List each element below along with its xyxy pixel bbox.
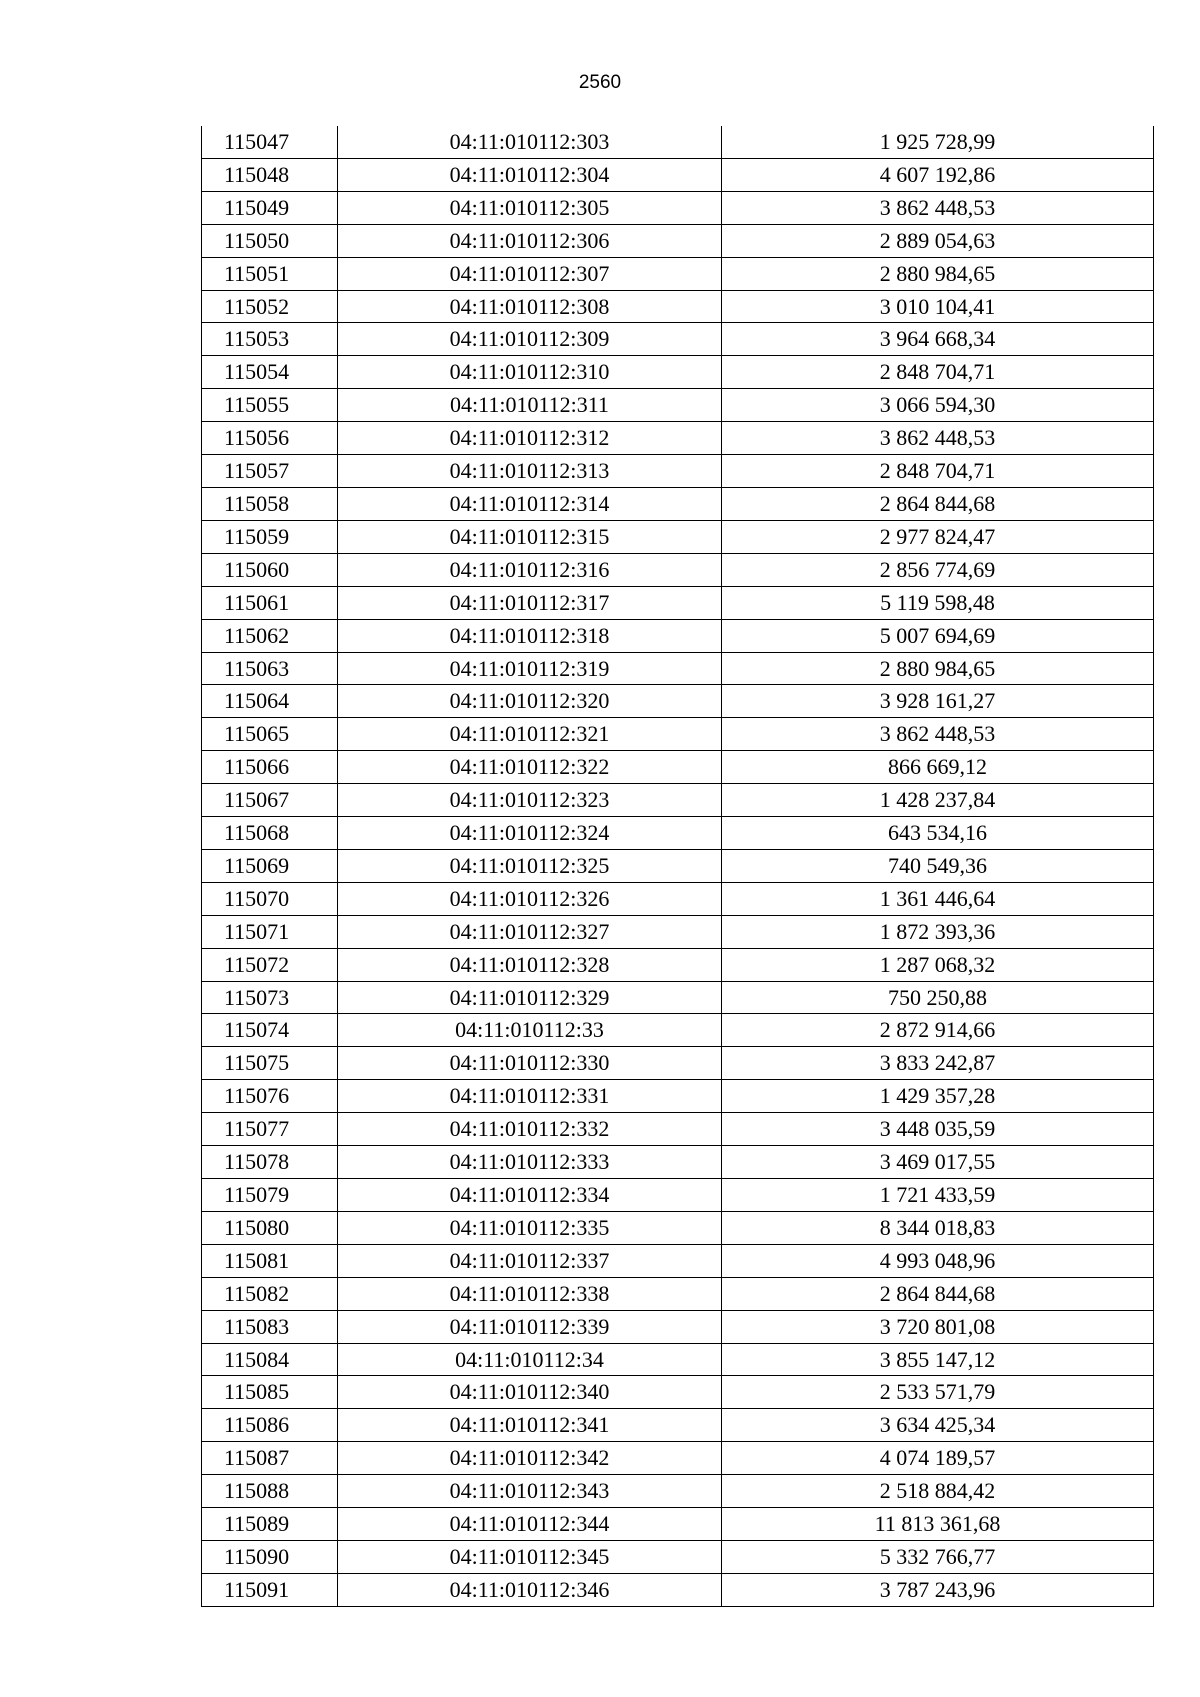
- value-cell: 866 669,12: [722, 751, 1154, 784]
- value-cell: 2 864 844,68: [722, 487, 1154, 520]
- row-number-cell: 115090: [202, 1540, 338, 1573]
- row-number-cell: 115057: [202, 455, 338, 488]
- table-row: [202, 1343, 1154, 1376]
- value-cell: 3 720 801,08: [722, 1310, 1154, 1343]
- cadastral-number-cell: 04:11:010112:343: [338, 1475, 722, 1508]
- table-row: [202, 455, 1154, 488]
- row-number-cell: 115088: [202, 1475, 338, 1508]
- table-row: [202, 849, 1154, 882]
- value-cell: 2 880 984,65: [722, 652, 1154, 685]
- value-cell: 2 848 704,71: [722, 356, 1154, 389]
- table-row: [202, 290, 1154, 323]
- row-number-cell: 115058: [202, 487, 338, 520]
- value-cell: 740 549,36: [722, 849, 1154, 882]
- table-row: [202, 915, 1154, 948]
- table-row: [202, 487, 1154, 520]
- row-number-cell: 115071: [202, 915, 338, 948]
- table-row: [202, 257, 1154, 290]
- cadastral-number-cell: 04:11:010112:305: [338, 191, 722, 224]
- cadastral-number-cell: 04:11:010112:323: [338, 784, 722, 817]
- table-row: [202, 1409, 1154, 1442]
- cadastral-number-cell: 04:11:010112:303: [338, 126, 722, 158]
- row-number-cell: 115082: [202, 1277, 338, 1310]
- cadastral-number-cell: 04:11:010112:329: [338, 981, 722, 1014]
- value-cell: 3 855 147,12: [722, 1343, 1154, 1376]
- row-number-cell: 115063: [202, 652, 338, 685]
- table-row: [202, 619, 1154, 652]
- cadastral-number-cell: 04:11:010112:342: [338, 1442, 722, 1475]
- value-cell: 3 787 243,96: [722, 1573, 1154, 1606]
- table-row: [202, 356, 1154, 389]
- value-cell: 1 872 393,36: [722, 915, 1154, 948]
- cadastral-number-cell: 04:11:010112:317: [338, 586, 722, 619]
- cadastral-number-cell: 04:11:010112:315: [338, 520, 722, 553]
- value-cell: 3 448 035,59: [722, 1113, 1154, 1146]
- row-number-cell: 115084: [202, 1343, 338, 1376]
- table-row: [202, 751, 1154, 784]
- value-cell: 2 856 774,69: [722, 553, 1154, 586]
- table-row: [202, 1146, 1154, 1179]
- cadastral-number-cell: 04:11:010112:306: [338, 224, 722, 257]
- table-row: [202, 553, 1154, 586]
- row-number-cell: 115085: [202, 1376, 338, 1409]
- cadastral-number-cell: 04:11:010112:34: [338, 1343, 722, 1376]
- table-row: [202, 981, 1154, 1014]
- row-number-cell: 115052: [202, 290, 338, 323]
- cadastral-number-cell: 04:11:010112:325: [338, 849, 722, 882]
- value-cell: 3 862 448,53: [722, 191, 1154, 224]
- cadastral-number-cell: 04:11:010112:337: [338, 1244, 722, 1277]
- value-cell: 1 721 433,59: [722, 1179, 1154, 1212]
- row-number-cell: 115050: [202, 224, 338, 257]
- value-cell: 1 429 357,28: [722, 1080, 1154, 1113]
- cadastral-number-cell: 04:11:010112:340: [338, 1376, 722, 1409]
- cadastral-number-cell: 04:11:010112:338: [338, 1277, 722, 1310]
- row-number-cell: 115074: [202, 1014, 338, 1047]
- row-number-cell: 115072: [202, 948, 338, 981]
- value-cell: 2 872 914,66: [722, 1014, 1154, 1047]
- table-row: [202, 586, 1154, 619]
- page-number: 2560: [578, 72, 622, 93]
- table-row: [202, 1540, 1154, 1573]
- row-number-cell: 115060: [202, 553, 338, 586]
- value-cell: 750 250,88: [722, 981, 1154, 1014]
- table-row: [202, 1080, 1154, 1113]
- cadastral-number-cell: 04:11:010112:310: [338, 356, 722, 389]
- cadastral-number-cell: 04:11:010112:331: [338, 1080, 722, 1113]
- cadastral-number-cell: 04:11:010112:345: [338, 1540, 722, 1573]
- table-row: [202, 224, 1154, 257]
- cadastral-number-cell: 04:11:010112:341: [338, 1409, 722, 1442]
- value-cell: 3 833 242,87: [722, 1047, 1154, 1080]
- row-number-cell: 115083: [202, 1310, 338, 1343]
- value-cell: 3 928 161,27: [722, 685, 1154, 718]
- cadastral-number-cell: 04:11:010112:322: [338, 751, 722, 784]
- table-row: [202, 817, 1154, 850]
- value-cell: 3 964 668,34: [722, 323, 1154, 356]
- row-number-cell: 115077: [202, 1113, 338, 1146]
- cadastral-number-cell: 04:11:010112:346: [338, 1573, 722, 1606]
- row-number-cell: 115066: [202, 751, 338, 784]
- value-cell: 2 848 704,71: [722, 455, 1154, 488]
- row-number-cell: 115049: [202, 191, 338, 224]
- table-row: [202, 1014, 1154, 1047]
- table-row: [202, 1277, 1154, 1310]
- cadastral-number-cell: 04:11:010112:309: [338, 323, 722, 356]
- table-row: [202, 1113, 1154, 1146]
- table-row: [202, 1508, 1154, 1541]
- cadastral-number-cell: 04:11:010112:324: [338, 817, 722, 850]
- table-row: [202, 1179, 1154, 1212]
- value-cell: 1 925 728,99: [722, 126, 1154, 158]
- row-number-cell: 115068: [202, 817, 338, 850]
- row-number-cell: 115067: [202, 784, 338, 817]
- cadastral-number-cell: 04:11:010112:328: [338, 948, 722, 981]
- table-row: [202, 520, 1154, 553]
- value-cell: 1 361 446,64: [722, 882, 1154, 915]
- row-number-cell: 115069: [202, 849, 338, 882]
- row-number-cell: 115053: [202, 323, 338, 356]
- cadastral-number-cell: 04:11:010112:334: [338, 1179, 722, 1212]
- row-number-cell: 115091: [202, 1573, 338, 1606]
- row-number-cell: 115054: [202, 356, 338, 389]
- table-row: [202, 685, 1154, 718]
- value-cell: 2 533 571,79: [722, 1376, 1154, 1409]
- value-cell: 5 007 694,69: [722, 619, 1154, 652]
- row-number-cell: 115087: [202, 1442, 338, 1475]
- cadastral-number-cell: 04:11:010112:313: [338, 455, 722, 488]
- row-number-cell: 115086: [202, 1409, 338, 1442]
- cadastral-number-cell: 04:11:010112:316: [338, 553, 722, 586]
- table-row: [202, 1442, 1154, 1475]
- cadastral-number-cell: 04:11:010112:312: [338, 422, 722, 455]
- table-row: [202, 422, 1154, 455]
- registry-table: [201, 126, 1154, 1607]
- value-cell: 5 119 598,48: [722, 586, 1154, 619]
- row-number-cell: 115089: [202, 1508, 338, 1541]
- table-row: [202, 784, 1154, 817]
- value-cell: 2 977 824,47: [722, 520, 1154, 553]
- value-cell: 4 993 048,96: [722, 1244, 1154, 1277]
- cadastral-number-cell: 04:11:010112:314: [338, 487, 722, 520]
- cadastral-number-cell: 04:11:010112:307: [338, 257, 722, 290]
- row-number-cell: 115075: [202, 1047, 338, 1080]
- cadastral-number-cell: 04:11:010112:335: [338, 1211, 722, 1244]
- cadastral-number-cell: 04:11:010112:327: [338, 915, 722, 948]
- table-row: [202, 948, 1154, 981]
- cadastral-number-cell: 04:11:010112:308: [338, 290, 722, 323]
- value-cell: 8 344 018,83: [722, 1211, 1154, 1244]
- row-number-cell: 115064: [202, 685, 338, 718]
- row-number-cell: 115048: [202, 158, 338, 191]
- value-cell: 11 813 361,68: [722, 1508, 1154, 1541]
- table-row: [202, 1047, 1154, 1080]
- row-number-cell: 115070: [202, 882, 338, 915]
- table-row: [202, 158, 1154, 191]
- table-row: [202, 718, 1154, 751]
- value-cell: 4 607 192,86: [722, 158, 1154, 191]
- value-cell: 643 534,16: [722, 817, 1154, 850]
- value-cell: 2 518 884,42: [722, 1475, 1154, 1508]
- table-row: [202, 389, 1154, 422]
- registry-table-body: [202, 126, 1154, 1606]
- table-row: [202, 1310, 1154, 1343]
- row-number-cell: 115055: [202, 389, 338, 422]
- cadastral-number-cell: 04:11:010112:332: [338, 1113, 722, 1146]
- table-row: [202, 191, 1154, 224]
- row-number-cell: 115047: [202, 126, 338, 158]
- row-number-cell: 115059: [202, 520, 338, 553]
- row-number-cell: 115080: [202, 1211, 338, 1244]
- table-row: [202, 1475, 1154, 1508]
- value-cell: 3 634 425,34: [722, 1409, 1154, 1442]
- value-cell: 3 862 448,53: [722, 422, 1154, 455]
- row-number-cell: 115062: [202, 619, 338, 652]
- table-row: [202, 126, 1154, 158]
- value-cell: 3 066 594,30: [722, 389, 1154, 422]
- cadastral-number-cell: 04:11:010112:326: [338, 882, 722, 915]
- row-number-cell: 115079: [202, 1179, 338, 1212]
- table-row: [202, 882, 1154, 915]
- row-number-cell: 115061: [202, 586, 338, 619]
- cadastral-number-cell: 04:11:010112:311: [338, 389, 722, 422]
- value-cell: 5 332 766,77: [722, 1540, 1154, 1573]
- value-cell: 3 469 017,55: [722, 1146, 1154, 1179]
- value-cell: 1 428 237,84: [722, 784, 1154, 817]
- table-row: [202, 652, 1154, 685]
- cadastral-number-cell: 04:11:010112:333: [338, 1146, 722, 1179]
- value-cell: 2 864 844,68: [722, 1277, 1154, 1310]
- row-number-cell: 115076: [202, 1080, 338, 1113]
- value-cell: 2 880 984,65: [722, 257, 1154, 290]
- table-row: [202, 323, 1154, 356]
- value-cell: 4 074 189,57: [722, 1442, 1154, 1475]
- cadastral-number-cell: 04:11:010112:33: [338, 1014, 722, 1047]
- row-number-cell: 115078: [202, 1146, 338, 1179]
- value-cell: 2 889 054,63: [722, 224, 1154, 257]
- row-number-cell: 115073: [202, 981, 338, 1014]
- value-cell: 3 862 448,53: [722, 718, 1154, 751]
- row-number-cell: 115081: [202, 1244, 338, 1277]
- cadastral-number-cell: 04:11:010112:321: [338, 718, 722, 751]
- row-number-cell: 115051: [202, 257, 338, 290]
- cadastral-number-cell: 04:11:010112:320: [338, 685, 722, 718]
- table-row: [202, 1573, 1154, 1606]
- cadastral-number-cell: 04:11:010112:318: [338, 619, 722, 652]
- row-number-cell: 115056: [202, 422, 338, 455]
- table-row: [202, 1376, 1154, 1409]
- value-cell: 3 010 104,41: [722, 290, 1154, 323]
- cadastral-number-cell: 04:11:010112:330: [338, 1047, 722, 1080]
- cadastral-number-cell: 04:11:010112:304: [338, 158, 722, 191]
- row-number-cell: 115065: [202, 718, 338, 751]
- table-row: [202, 1211, 1154, 1244]
- cadastral-number-cell: 04:11:010112:319: [338, 652, 722, 685]
- cadastral-number-cell: 04:11:010112:339: [338, 1310, 722, 1343]
- table-row: [202, 1244, 1154, 1277]
- cadastral-number-cell: 04:11:010112:344: [338, 1508, 722, 1541]
- value-cell: 1 287 068,32: [722, 948, 1154, 981]
